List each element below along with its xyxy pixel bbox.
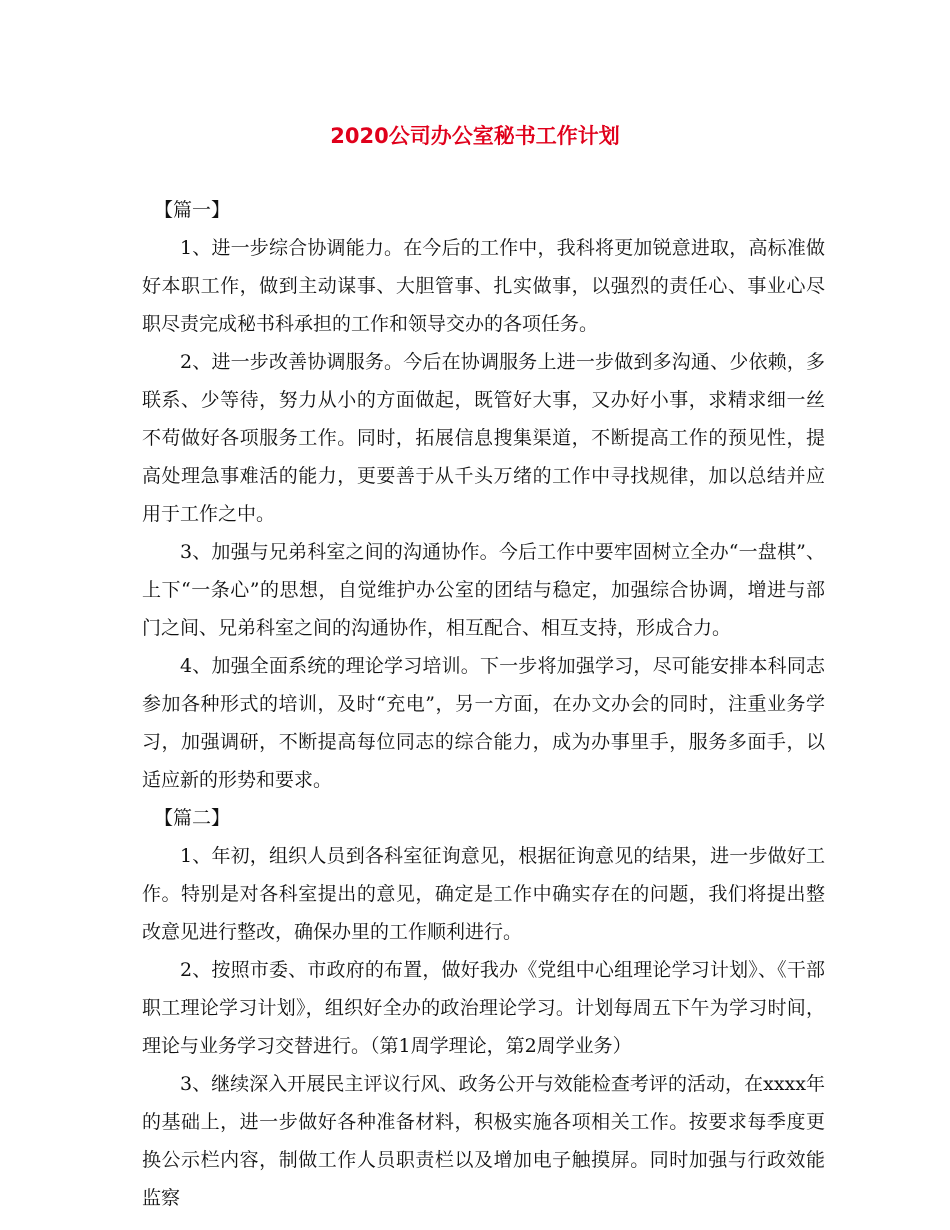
paragraph: 3、加强与兄弟科室之间的沟通协作。今后工作中要牢固树立全办“一盘棋”、上下“一条心”的思想，自觉维护办公室的团结与稳定，加强综合协调，增进与部门之间、兄弟科室之间的沟通协作，相互配合、相互支持，形成合力。 (142, 541, 825, 639)
paragraph: 3、继续深入开展民主评议行风、政务公开与效能检查考评的活动，在xxxx年的基础上，进一步做好各种准备材料，积极实施各项相关工作。按要求每季度更换公示栏内容，制做工作人员职责栏以及增加电子触摸屏。同时加强与行政效能监察 (142, 1073, 825, 1209)
document-title: 2020公司办公室秘书工作计划 (330, 124, 620, 148)
section-heading-1: 【篇一】 (154, 199, 231, 221)
paragraph: 2、按照市委、市政府的布置，做好我办《党组中心组理论学习计划》、《干部职工理论学习计划》，组织好全办的政治理论学习。计划每周五下午为学习时间，理论与业务学习交替进行。（第1周学理论，第2周学业务） (142, 959, 825, 1057)
paragraph: 2、进一步改善协调服务。今后在协调服务上进一步做到多沟通、少依赖，多联系、少等待，努力从小的方面做起，既管好大事，又办好小事，求精求细一丝不苟做好各项服务工作。同时，拓展信息搜集渠道，不断提高工作的预见性，提高处理急事难活的能力，更要善于从千头万绪的工作中寻找规律，加以总结并应用于工作之中。 (142, 351, 825, 525)
paragraph: 1、进一步综合协调能力。在今后的工作中，我科将更加锐意进取，高标准做好本职工作，做到主动谋事、大胆管事、扎实做事，以强烈的责任心、事业心尽职尽责完成秘书科承担的工作和领导交办的各项任务。 (142, 237, 825, 335)
paragraph: 1、年初，组织人员到各科室征询意见，根据征询意见的结果，进一步做好工作。特别是对各科室提出的意见，确定是工作中确实存在的问题，我们将提出整改意见进行整改，确保办里的工作顺利进行。 (142, 845, 825, 943)
paragraph: 4、加强全面系统的理论学习培训。下一步将加强学习，尽可能安排本科同志参加各种形式的培训，及时“充电”，另一方面，在办文办会的同时，注重业务学习，加强调研，不断提高每位同志的综合能力，成为办事里手，服务多面手，以适应新的形势和要求。 (142, 655, 825, 791)
section-heading-2: 【篇二】 (154, 807, 231, 829)
document-body (142, 191, 825, 1217)
